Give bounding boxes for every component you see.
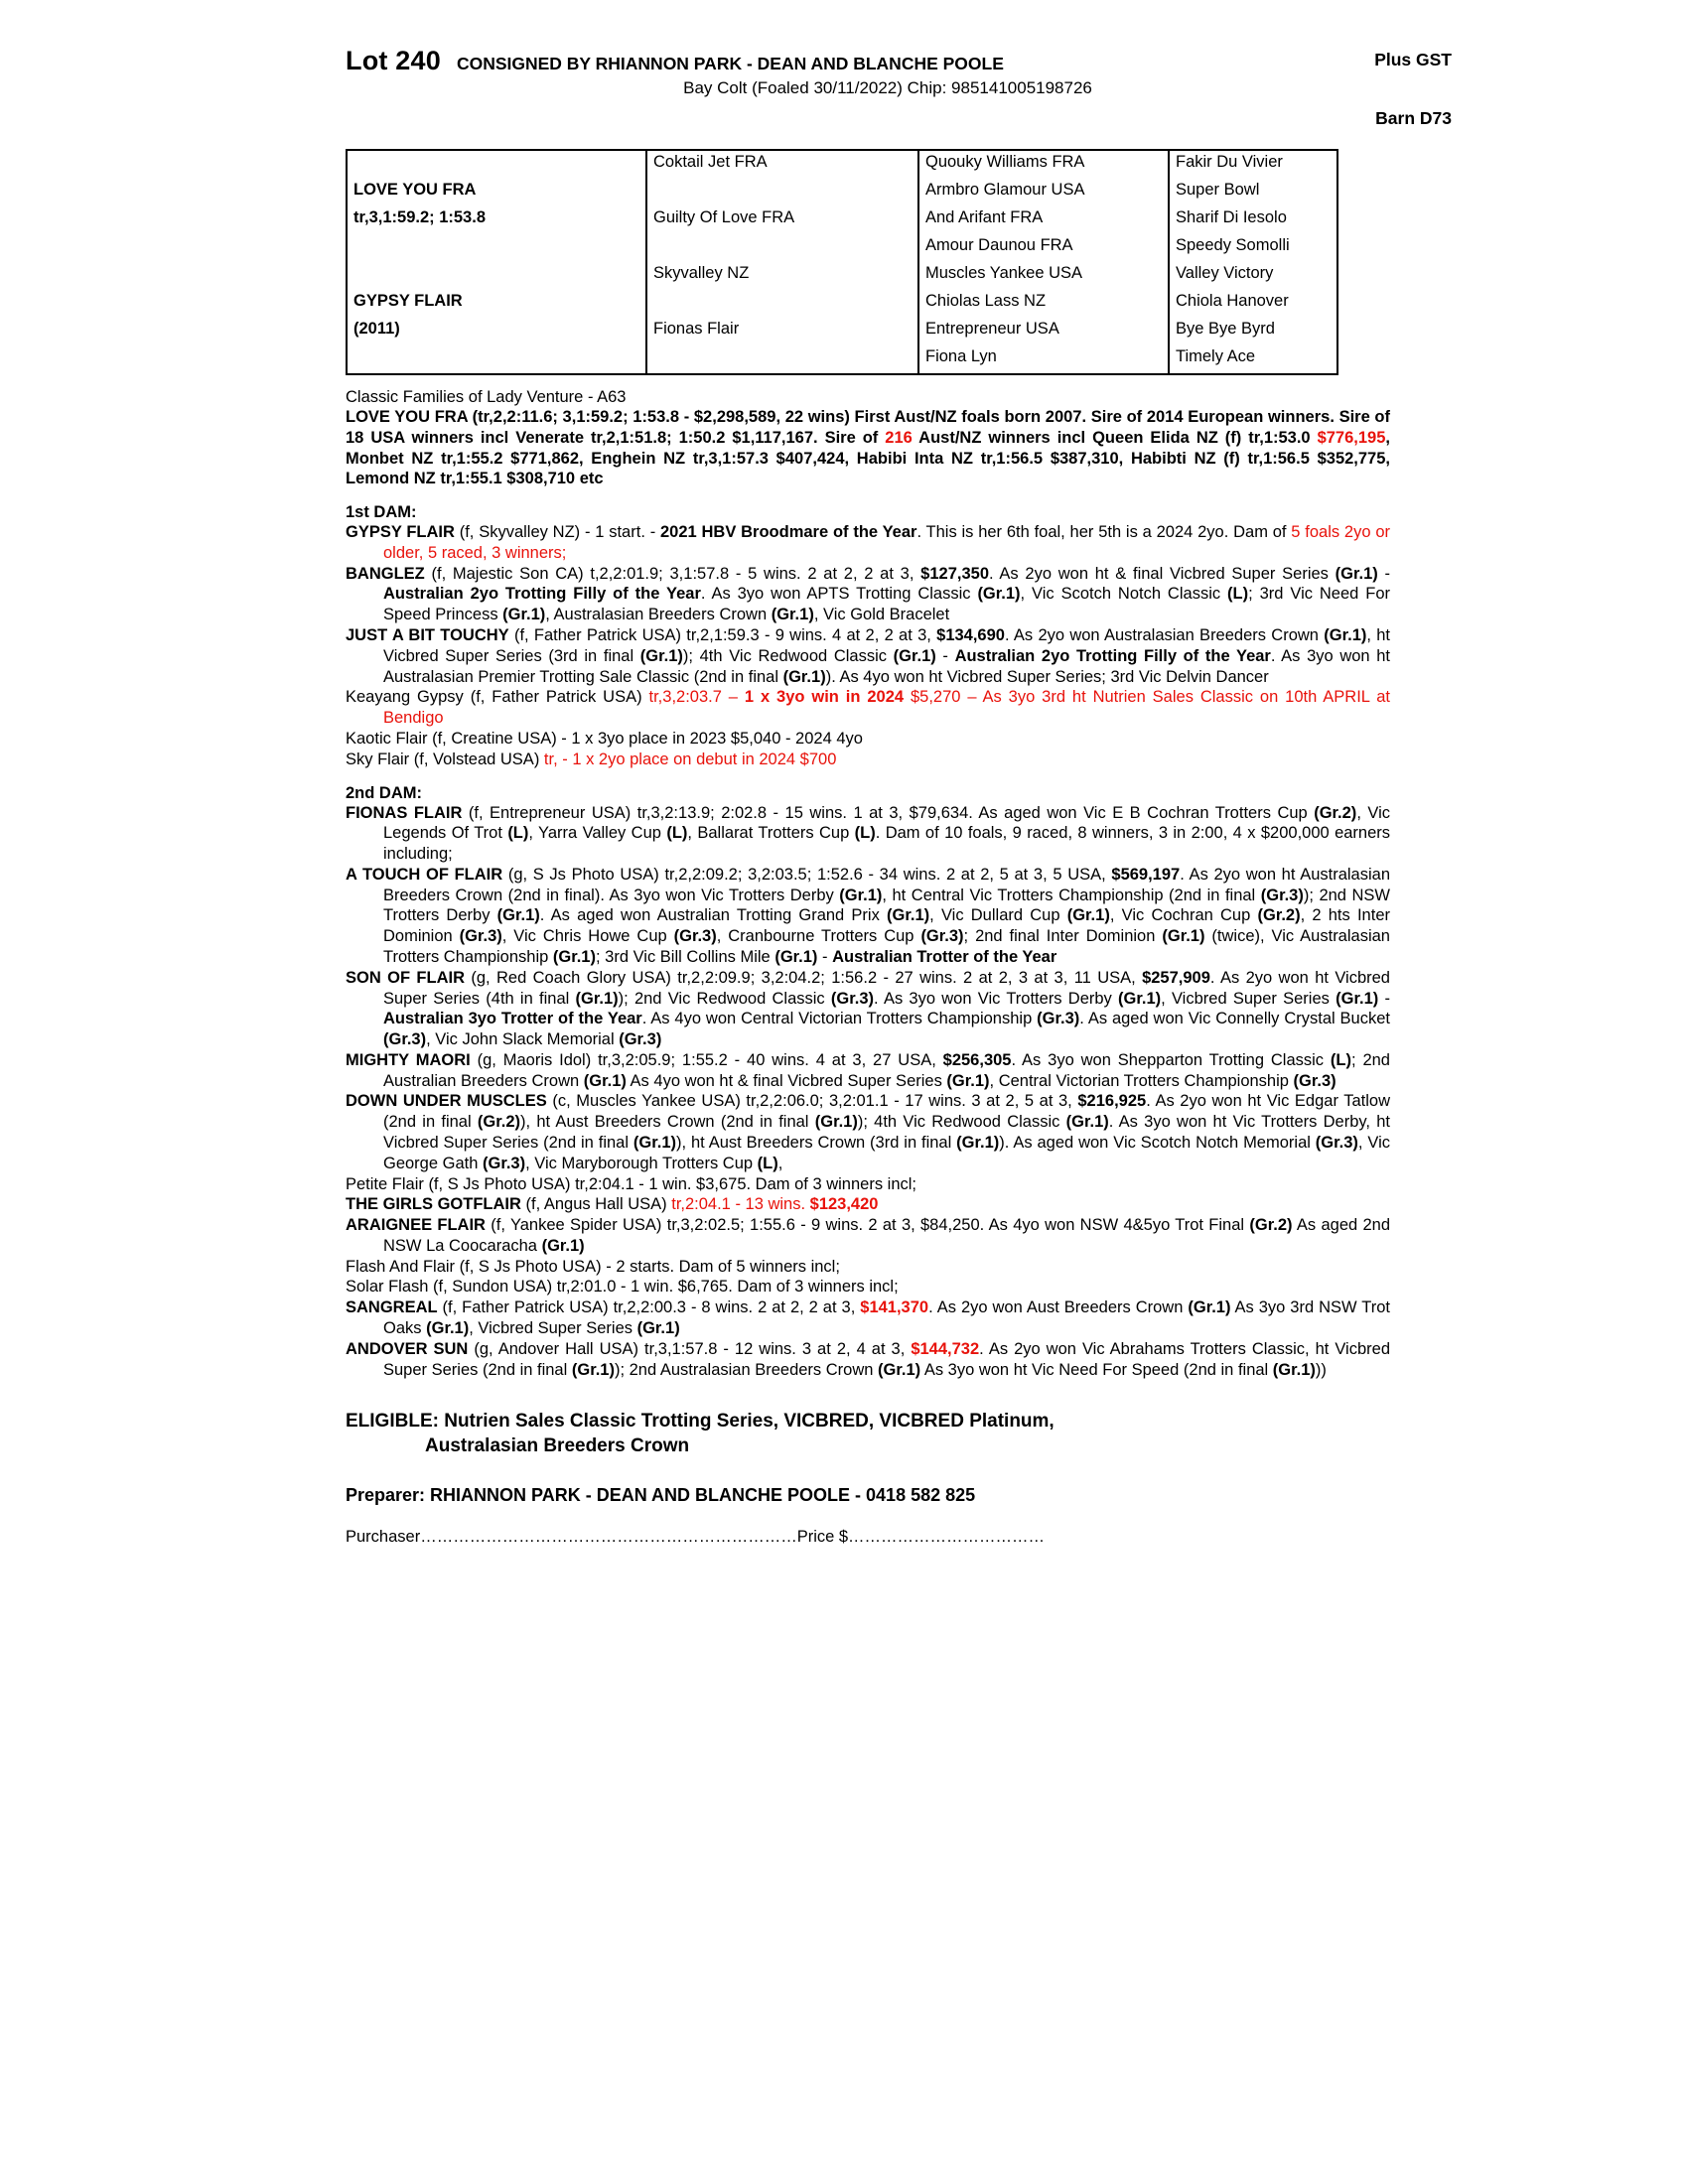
text-run: , (777, 1154, 783, 1172)
table-row (348, 151, 1378, 179)
pedigree-cell: Sharif Di Iesolo (1169, 206, 1378, 234)
pedigree-cell: Coktail Jet FRA (646, 151, 918, 179)
text-run: - (1378, 989, 1390, 1008)
text-run: $257,909 (1142, 968, 1210, 987)
text-run: , Cranbourne Trotters Cup (716, 927, 921, 946)
sire-earnings-highlight: $776,195 (1317, 428, 1386, 447)
text-run: (Gr.1) (814, 1113, 858, 1132)
text-run: Australian 2yo Trotting Filly of the Year (954, 646, 1271, 665)
text-run: MIGHTY MAORI (346, 1050, 471, 1069)
text-run: (Gr.2) (1249, 1216, 1293, 1235)
pedigree-entry (346, 1194, 1390, 1215)
text-run: $216,925 (1077, 1092, 1147, 1111)
text-run: $5,270 – As 3yo 3rd ht Nutrien Sales Classic on 10th APRIL at Bendigo (383, 688, 1391, 728)
pedigree-entry (346, 865, 1390, 968)
text-run: (Gr.2) (477, 1113, 520, 1132)
pedigree-entry-text (346, 803, 1390, 865)
text-run: . As 3yo won Shepparton Trotting Classic (1011, 1050, 1331, 1069)
text-run: . This is her 6th foal, her 5th is a 2024 2yo. Dam of (916, 523, 1292, 542)
text-run: (Gr.3) (482, 1154, 526, 1172)
text-run: (Gr.1) (1066, 906, 1110, 925)
pedigree-cell (348, 262, 646, 290)
text-run: . As 2yo won Australasian Breeders Crown (1004, 626, 1325, 645)
consignor-line: CONSIGNED BY RHIANNON PARK - DEAN AND BLANCHE POOLE (456, 54, 1004, 73)
text-run: As aged 2nd NSW La Coocaracha (383, 1216, 1391, 1255)
pedigree-entry-text (346, 625, 1390, 687)
text-run: - (935, 646, 955, 665)
text-run: (Gr.3) (1315, 1134, 1358, 1152)
text-run: ARAIGNEE FLAIR (346, 1216, 486, 1235)
text-run: , Central Victorian Trotters Championship (989, 1071, 1294, 1090)
text-run: (Gr.1) (583, 1071, 627, 1090)
pedigree-cell (646, 234, 918, 262)
text-run: ; 2nd Australian Breeders Crown (383, 1050, 1390, 1090)
pedigree-cell: And Arifant FRA (918, 206, 1169, 234)
text-run: (Gr.2) (1257, 906, 1301, 925)
pedigree-cell: Muscles Yankee USA (918, 262, 1169, 290)
text-run: $127,350 (920, 564, 989, 583)
pedigree-cell: Guilty Of Love FRA (646, 206, 918, 234)
pedigree-cell: Quouky Williams FRA (918, 151, 1169, 179)
text-run: - (817, 947, 833, 966)
pedigree-cell: Amour Daunou FRA (918, 234, 1169, 262)
text-run: , Vic Scotch Notch Classic (1020, 585, 1228, 604)
pedigree-cell: Bye Bye Byrd (1169, 318, 1378, 345)
text-run: , Vic Cochran Cup (1109, 906, 1258, 925)
text-run: , ht Central Vic Trotters Championship (2nd in final (882, 886, 1261, 904)
text-run: (g, S Js Photo USA) tr,2,2:09.2; 3,2:03.5; 1:52.6 - 34 wins. 2 at 2, 5 at 3, 5 USA, (502, 865, 1112, 884)
pedigree-entry (346, 687, 1390, 729)
text-run: . Dam of 10 foals, 9 raced, 8 winners, 3 in 2:00, 4 x $200,000 earners including; (383, 824, 1391, 864)
text-run: 2021 HBV Broodmare of the Year (660, 523, 917, 542)
text-run: (Gr.2) (1314, 803, 1357, 822)
text-run: (Gr.1) (496, 906, 540, 925)
text-run: Australian 2yo Trotting Filly of the Year (383, 585, 701, 604)
table-row (348, 345, 1378, 373)
text-run: (Gr.1) (977, 585, 1021, 604)
text-run: (g, Andover Hall USA) tr,3,1:57.8 - 12 wins. 3 at 2, 4 at 3, (468, 1339, 912, 1358)
text-run: $123,420 (809, 1195, 879, 1214)
pedigree-cell-sire-name: LOVE YOU FRA (353, 181, 477, 199)
text-run: (Gr.1) (1118, 989, 1162, 1008)
pedigree-table (346, 149, 1338, 375)
pedigree-entry-text (346, 1091, 1390, 1173)
text-run: As 3yo won ht Vic Need For Speed (2nd in final (920, 1360, 1273, 1379)
text-run: (L) (507, 824, 529, 843)
text-run: tr, - 1 x 2yo place on debut in 2024 $700 (543, 750, 837, 768)
text-run: , Australasian Breeders Crown (545, 606, 772, 624)
pedigree-cell (348, 345, 646, 373)
text-run: . As aged won Australian Trotting Grand Prix (539, 906, 888, 925)
text-run: (f, Father Patrick USA) tr,2,1:59.3 - 9 wins. 4 at 2, 2 at 3, (508, 626, 937, 645)
text-run: . As 2yo won ht Australasian Breeders Crown (2nd in final). As 3yo won Vic Trotters Derby (383, 865, 1391, 904)
pedigree-cell: Entrepreneur USA (918, 318, 1169, 345)
text-run: (f, Skyvalley NZ) - 1 start. - (454, 523, 660, 542)
sire-text-2: Aust/NZ winners incl Queen Elida NZ (f) tr,1:53.0 (912, 428, 1318, 447)
pedigree-entry (346, 1174, 1390, 1195)
text-run: , Vic Maryborough Trotters Cup (525, 1154, 758, 1172)
pedigree-cell (348, 234, 646, 262)
table-row (348, 262, 1378, 290)
text-run: , Vicbred Super Series (469, 1319, 637, 1338)
lot-number: Lot 240 (346, 46, 441, 75)
pedigree-entry-text (346, 522, 1390, 564)
pedigree-entry (346, 522, 1390, 564)
text-run: (f, Yankee Spider USA) tr,3,2:02.5; 1:55.6 - 9 wins. 2 at 3, $84,250. As 4yo won NSW 4&5yo Trot Final (485, 1216, 1250, 1235)
pedigree-cell: Fiona Lyn (918, 345, 1169, 373)
text-run: (Gr.1) (552, 947, 596, 966)
plus-gst-label: Plus GST (1374, 50, 1452, 69)
pedigree-entry-text (346, 687, 1390, 729)
text-run: (L) (1330, 1050, 1351, 1069)
text-run: (Gr.1) (636, 1319, 680, 1338)
pedigree-entry-text (346, 1050, 1390, 1092)
pedigree-entry-text (346, 1194, 1390, 1215)
preparer-line: Preparer: RHIANNON PARK - DEAN AND BLANCHE POOLE - 0418 582 825 (346, 1484, 976, 1505)
text-run: Sky Flair (f, Volstead USA) (346, 750, 544, 768)
text-run: , Vicbred Super Series (1161, 989, 1336, 1008)
text-run: . As 2yo won Aust Breeders Crown (928, 1298, 1189, 1317)
eligible-line-1: ELIGIBLE: Nutrien Sales Classic Trotting Series, VICBRED, VICBRED Platinum, (346, 1411, 1055, 1433)
text-run: (Gr.1) (541, 1236, 585, 1255)
text-run: SON OF FLAIR (346, 968, 465, 987)
text-run: (Gr.1) (633, 1134, 677, 1152)
first-dam-entries (346, 522, 1390, 769)
pedigree-entry-text (346, 1174, 1390, 1195)
purchaser-price-line: Purchaser……………………………………………………………Price $……………………………… (346, 1527, 1046, 1546)
text-run: , Ballarat Trotters Cup (687, 824, 855, 843)
text-run: (Gr.1) (878, 1360, 921, 1379)
text-run: (Gr.1) (893, 646, 936, 665)
pedigree-entry (346, 1050, 1390, 1092)
text-run: (Gr.1) (887, 906, 930, 925)
text-run: ; 3rd Vic Need For Speed Princess (383, 585, 1390, 624)
text-run: )) (1315, 1360, 1327, 1379)
pedigree-cell: Valley Victory (1169, 262, 1378, 290)
text-run: Keayang Gypsy (f, Father Patrick USA) (346, 688, 649, 707)
pedigree-entry-text (346, 865, 1390, 968)
pedigree-entry (346, 968, 1390, 1050)
pedigree-cell-dam-name: GYPSY FLAIR (353, 292, 463, 310)
eligible-line-2: Australasian Breeders Crown (425, 1435, 690, 1457)
text-run: ); 2nd Vic Redwood Classic (618, 989, 831, 1008)
text-run: . As 4yo won Central Victorian Trotters Championship (641, 1010, 1038, 1028)
text-run: (Gr.1) (1335, 564, 1378, 583)
text-run: (Gr.1) (426, 1319, 470, 1338)
pedigree-entry-text (346, 750, 1390, 770)
pedigree-entry (346, 625, 1390, 687)
second-dam-heading: 2nd DAM: (346, 783, 422, 802)
header (346, 46, 1452, 76)
text-run: . As 2yo won ht & final Vicbred Super Series (989, 564, 1336, 583)
text-run: ). As aged won Vic Scotch Notch Memorial (999, 1134, 1316, 1152)
text-run: ); 4th Vic Redwood Classic (682, 646, 894, 665)
text-run: (L) (666, 824, 688, 843)
text-run: $256,305 (942, 1050, 1012, 1069)
text-run: (Gr.1) (1162, 927, 1205, 946)
table-row (348, 318, 1378, 345)
text-run: Petite Flair (f, S Js Photo USA) tr,2:04.1 - 1 win. $3,675. Dam of 3 winners incl; (346, 1174, 916, 1193)
text-run: Australian 3yo Trotter of the Year (383, 1010, 642, 1028)
pedigree-entry-text (346, 1215, 1390, 1257)
pedigree-cell-dam-year: (2011) (353, 320, 400, 338)
first-dam-heading: 1st DAM: (346, 503, 417, 522)
text-run: Australian Trotter of the Year (832, 947, 1057, 966)
text-run: tr,2:04.1 - 13 wins. (671, 1195, 810, 1214)
pedigree-entry (346, 1215, 1390, 1257)
text-run: , Vic Legends Of Trot (383, 803, 1391, 843)
text-run: (g, Maoris Idol) tr,3,2:05.9; 1:55.2 - 40 wins. 4 at 3, 27 USA, (470, 1050, 943, 1069)
table-row (348, 290, 1378, 318)
table-row (348, 179, 1378, 206)
text-run: JUST A BIT TOUCHY (346, 626, 509, 645)
table-row (348, 206, 1378, 234)
text-run: (f, Father Patrick USA) tr,2,2:00.3 - 8 wins. 2 at 2, 2 at 3, (437, 1298, 861, 1317)
text-run: (Gr.1) (1188, 1298, 1231, 1317)
text-run: (Gr.1) (1272, 1360, 1316, 1379)
pedigree-cell: Armbro Glamour USA (918, 179, 1169, 206)
pedigree-cell: Skyvalley NZ (646, 262, 918, 290)
pedigree-cell: Speedy Somolli (1169, 234, 1378, 262)
text-run: (twice), Vic Australasian Trotters Championship (383, 927, 1390, 966)
text-run: FIONAS FLAIR (346, 803, 463, 822)
barn-label: Barn D73 (1375, 108, 1452, 128)
text-run: , Vic George Gath (383, 1134, 1391, 1172)
text-run: (Gr.1) (639, 646, 683, 665)
sire-winner-count: 216 (885, 428, 913, 447)
pedigree-cell: Chiolas Lass NZ (918, 290, 1169, 318)
sire-paragraph (346, 407, 1390, 489)
text-run: (Gr.1) (571, 1360, 615, 1379)
text-run: (Gr.3) (673, 927, 717, 946)
pedigree-cell: Super Bowl (1169, 179, 1378, 206)
text-run: (f, Majestic Son CA) t,2,2:01.9; 3,1:57.8 - 5 wins. 2 at 2, 2 at 3, (424, 564, 921, 583)
second-dam-entries (346, 803, 1390, 1381)
text-run: (L) (757, 1154, 778, 1172)
text-run: (c, Muscles Yankee USA) tr,2,2:06.0; 3,2:01.1 - 17 wins. 3 at 2, 5 at 3, (546, 1092, 1078, 1111)
text-run: (Gr.1) (1336, 989, 1379, 1008)
text-run: (Gr.1) (774, 947, 818, 966)
pedigree-entry-text (346, 968, 1390, 1050)
pedigree-entry-text (346, 564, 1390, 625)
pedigree-rows (348, 151, 1378, 373)
text-run: (Gr.3) (1260, 886, 1304, 904)
text-run: ). As 4yo won ht Vicbred Super Series; 3rd Vic Delvin Dancer (825, 667, 1269, 686)
eligible-block (346, 1410, 1390, 1458)
text-run: (Gr.3) (459, 927, 502, 946)
pedigree-entry (346, 1257, 1390, 1278)
sire-text-3: , Monbet NZ tr,1:55.2 $771,862, Enghein NZ tr,3,1:57.3 $407,424, Habibi Inta NZ tr,1:56.5 $387,310, Habibti NZ (f) tr,1:56.5 $352,775, Lemond NZ tr,1:55.1 $308,710 etc (346, 428, 1390, 488)
text-run: $144,732 (911, 1339, 980, 1358)
text-run: (Gr.1) (575, 989, 619, 1008)
text-run: . As 2yo won ht Vic Edgar Tatlow (2nd in final (383, 1092, 1391, 1132)
text-run: (Gr.3) (383, 1030, 427, 1049)
text-run: ); 4th Vic Redwood Classic (857, 1113, 1066, 1132)
text-run: ), ht Aust Breeders Crown (2nd in final (520, 1113, 815, 1132)
text-run: ; 3rd Vic Bill Collins Mile (595, 947, 775, 966)
pedigree-entry-text (346, 729, 1390, 750)
text-run: (L) (854, 824, 876, 843)
text-run: , Yarra Valley Cup (528, 824, 667, 843)
pedigree-entry (346, 1339, 1390, 1381)
text-run: (Gr.3) (1037, 1010, 1080, 1028)
pedigree-entry (346, 1297, 1390, 1339)
text-run: . As 2yo won Vic Abrahams Trotters Classic, ht Vicbred Super Series (2nd in final (383, 1339, 1390, 1379)
pedigree-entry-text (346, 1277, 1390, 1297)
pedigree-entry (346, 1091, 1390, 1173)
text-run: As 3yo 3rd NSW Trot Oaks (383, 1298, 1390, 1338)
pedigree-entry-text (346, 1339, 1390, 1381)
classic-families-line: Classic Families of Lady Venture - A63 (346, 388, 627, 406)
text-run: , Vic Gold Bracelet (813, 606, 950, 624)
text-run: tr,3,2:03.7 – (648, 688, 745, 707)
text-run: . As 3yo won APTS Trotting Classic (700, 585, 978, 604)
text-run: (f, Angus Hall USA) (520, 1195, 672, 1214)
text-run: , Vic John Slack Memorial (426, 1030, 620, 1049)
table-row (348, 234, 1378, 262)
text-run: . As 3yo won Vic Trotters Derby (874, 989, 1119, 1008)
text-run: SANGREAL (346, 1298, 438, 1317)
text-run: (Gr.1) (946, 1071, 990, 1090)
text-run: (Gr.1) (502, 606, 546, 624)
pedigree-cell: Chiola Hanover (1169, 290, 1378, 318)
text-run: . As aged won Vic Connelly Crystal Bucket (1079, 1010, 1390, 1028)
text-run: As 4yo won ht & final Vicbred Super Series (626, 1071, 947, 1090)
text-run: (f, Entrepreneur USA) tr,3,2:13.9; 2:02.8 - 15 wins. 1 at 3, $79,634. As aged won Vic E B Cochran Trotters Cup (462, 803, 1315, 822)
text-run: (L) (1227, 585, 1249, 604)
text-run: Kaotic Flair (f, Creatine USA) - 1 x 3yo place in 2023 $5,040 - 2024 4yo (346, 729, 863, 748)
text-run: . As 3yo won ht Australasian Premier Trotting Sale Classic (2nd in final (383, 646, 1391, 686)
pedigree-entry (346, 729, 1390, 750)
text-run: BANGLEZ (346, 564, 425, 583)
text-run: (Gr.3) (920, 927, 964, 946)
text-run: (g, Red Coach Glory USA) tr,2,2:09.9; 3,2:04.2; 1:56.2 - 27 wins. 2 at 2, 3 at 3, 11 USA, (465, 968, 1143, 987)
colt-details: Bay Colt (Foaled 30/11/2022) Chip: 985141005198726 (683, 78, 1092, 97)
pedigree-entry-text (346, 1297, 1390, 1339)
text-run: ), ht Aust Breeders Crown (3rd in final (676, 1134, 957, 1152)
text-run: (Gr.3) (1293, 1071, 1336, 1090)
text-run: $134,690 (936, 626, 1005, 645)
text-run: DOWN UNDER MUSCLES (346, 1092, 547, 1111)
pedigree-cell-sire-record: tr,3,1:59.2; 1:53.8 (353, 208, 486, 226)
text-run: , Vic Chris Howe Cup (501, 927, 674, 946)
text-run: (Gr.3) (830, 989, 875, 1008)
pedigree-cell (646, 290, 918, 318)
text-run: $141,370 (860, 1298, 929, 1317)
text-run: ); 2nd Australasian Breeders Crown (614, 1360, 879, 1379)
text-run: A TOUCH OF FLAIR (346, 865, 503, 884)
pedigree-cell (646, 345, 918, 373)
text-run: THE GIRLS GOTFLAIR (346, 1195, 521, 1214)
text-run: ; 2nd final Inter Dominion (963, 927, 1163, 946)
text-run: ); 2nd NSW Trotters Derby (383, 886, 1390, 925)
pedigree-entry (346, 750, 1390, 770)
text-run: (Gr.3) (619, 1030, 662, 1049)
pedigree-cell: Timely Ace (1169, 345, 1378, 373)
sire-text-1: LOVE YOU FRA (tr,2,2:11.6; 3,1:59.2; 1:53.8 - $2,298,589, 22 wins) First Aust/NZ foals born 2007. Sire of 2014 European winners. Sire of 18 USA winners incl Venerate tr,2,1:51.8; 1:50.2 $1,117,167. Sire of (346, 408, 1390, 447)
pedigree-entry (346, 803, 1390, 865)
pedigree-cell (646, 179, 918, 206)
pedigree-cell: Fionas Flair (646, 318, 918, 345)
pedigree-entry (346, 1277, 1390, 1297)
text-run: (Gr.1) (1065, 1113, 1109, 1132)
text-run: , 2 hts Inter Dominion (383, 906, 1390, 946)
text-run: (Gr.1) (771, 606, 814, 624)
text-run: (Gr.1) (839, 886, 883, 904)
text-run: - (1377, 564, 1390, 583)
text-run: Solar Flash (f, Sundon USA) tr,2:01.0 - 1 win. $6,765. Dam of 3 winners incl; (346, 1278, 899, 1297)
pedigree-entry-text (346, 1257, 1390, 1278)
text-run: $569,197 (1111, 865, 1181, 884)
text-run: , Vic Dullard Cup (929, 906, 1067, 925)
text-run: (Gr.1) (956, 1134, 1000, 1152)
text-run: (Gr.1) (782, 667, 826, 686)
text-run: 5 foals 2yo or older, 5 raced, 3 winners; (383, 523, 1390, 562)
text-run: . As 3yo won ht Vic Trotters Derby, ht Vicbred Super Series (2nd in final (383, 1113, 1391, 1152)
text-run: . As 2yo won ht Vicbred Super Series (4th in final (383, 968, 1390, 1008)
text-run: , ht Vicbred Super Series (3rd in final (383, 626, 1391, 665)
pedigree-cell (348, 151, 646, 179)
text-run: ANDOVER SUN (346, 1339, 469, 1358)
pedigree-entry (346, 564, 1390, 625)
text-run: GYPSY FLAIR (346, 523, 455, 542)
pedigree-cell: Fakir Du Vivier (1169, 151, 1378, 179)
text-run: (Gr.1) (1324, 626, 1367, 645)
text-run: 1 x 3yo win in 2024 (744, 688, 905, 707)
text-run: Flash And Flair (f, S Js Photo USA) - 2 starts. Dam of 5 winners incl; (346, 1257, 840, 1276)
